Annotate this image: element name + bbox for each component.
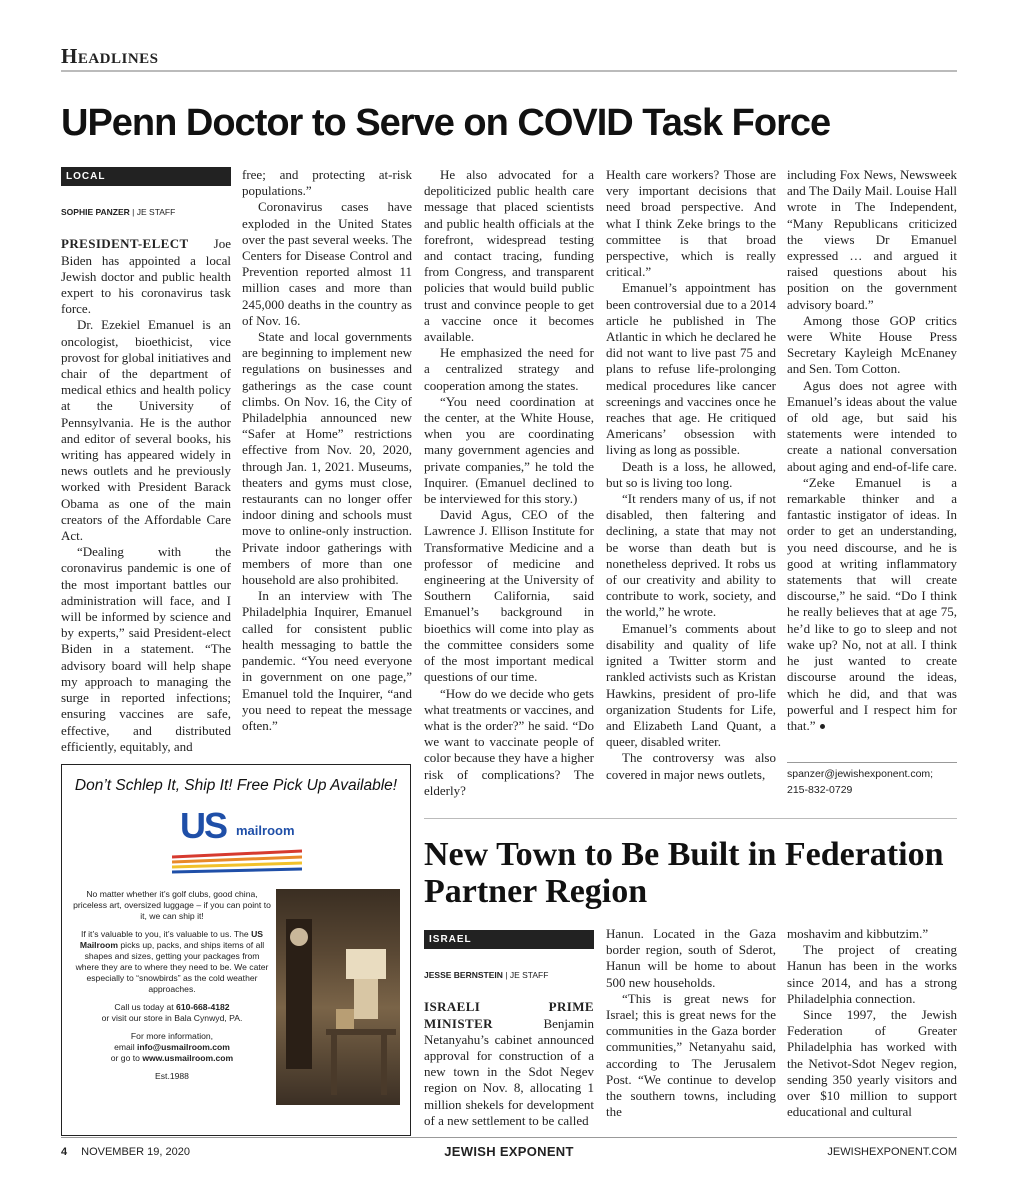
article-headline-2: New Town to Be Built in Federation Partner Region bbox=[424, 836, 944, 910]
section-header: Headlines bbox=[61, 44, 159, 68]
paragraph: “You need coordination at the center, at the White House, when you are coordinating many government agencies and private companies,” he told the Inquirer. (Emanuel declined to be interviewed for this story.) bbox=[424, 393, 594, 507]
page-number: 4 bbox=[61, 1146, 68, 1158]
ad-photo bbox=[276, 889, 400, 1105]
byline-name: SOPHIE PANZER bbox=[61, 207, 130, 218]
article2-column-2 bbox=[606, 926, 776, 1120]
article2-column-1 bbox=[424, 930, 594, 1129]
paragraph: Death is a loss, he allowed, but so is living too long. bbox=[606, 458, 776, 490]
publication-website[interactable]: JEWISHEXPONENT.COM bbox=[827, 1146, 957, 1158]
paragraph: Since 1997, the Jewish Federation of Greater Philadelphia has worked with the Netivot-Sdot Negev region, sending 350 yearly visitors and over $10 million to support educational and cultural bbox=[787, 1007, 957, 1120]
logo-swoosh-icon bbox=[172, 849, 302, 875]
article-headline: UPenn Doctor to Serve on COVID Task Force bbox=[61, 102, 831, 144]
ad-info: For more information, email info@usmailroom.com or go to www.usmailroom.com bbox=[110, 1031, 234, 1063]
article-divider bbox=[424, 818, 957, 819]
logo-mailroom: mailroom bbox=[236, 823, 295, 838]
byline bbox=[424, 967, 594, 983]
article-column-5 bbox=[787, 167, 957, 734]
contact-phone: 215-832-0729 bbox=[787, 784, 853, 796]
top-divider bbox=[61, 70, 957, 72]
paragraph: Emanuel’s comments about disability and quality of life ignited a Twitter storm and rankled activists such as Kristan Hawkins, president of pro-life organization Students for Life, and Elizabeth Land Quant, a queer, disabled writer. bbox=[606, 620, 776, 750]
paragraph: David Agus, CEO of the Lawrence J. Ellison Institute for Transformative Medicine and a professor of medicine and engineering at the University of Southern California, said Emanuel’s background in bioethics will come into play as the committee considers some of the most important medical questions of our time. bbox=[424, 507, 594, 685]
clock-interior-image bbox=[276, 889, 400, 1105]
paragraph: including Fox News, Newsweek and The Daily Mail. Louise Hall wrote in The Independent, “Many Republicans criticized the views Dr Emanuel expressed … and argued it raised questions about his position on the government advisory board.” bbox=[787, 167, 957, 312]
paragraph: The project of creating Hanun has been in the works since 2014, and has a strong Philadelphia connection. bbox=[787, 942, 957, 1006]
advertisement[interactable] bbox=[61, 764, 411, 1136]
byline-name: JESSE BERNSTEIN bbox=[424, 970, 503, 981]
usmailroom-logo bbox=[172, 805, 362, 855]
paragraph: PRESIDENT-ELECT Joe Biden has appointed a local Jewish doctor and public health expert to his coronavirus task force. bbox=[61, 236, 231, 317]
paragraph: “Dealing with the coronavirus pandemic is one of the most important battles our administration will face, and I will be informed by science and by experts,” said President-elect Biden in a statement. “The advisory board will help shape my approach to managing the surge in reported infections; ensuring vaccines are safe, effective, and distributed efficiently, equitably, and bbox=[61, 544, 231, 754]
article-column-1 bbox=[61, 167, 231, 755]
paragraph: Dr. Ezekiel Emanuel is an oncologist, bioethicist, vice provost for global initiatives and chair of the department of medical ethics and health policy at the University of Pennsylvania. He is the author and editor of several books, his writing has appeared widely in news outlets and he previously worked with President Barack Obama as one of the main creators of the Affordable Care Act. bbox=[61, 317, 231, 544]
ad-established: Est.1988 bbox=[155, 1071, 189, 1081]
ad-phone[interactable]: 610-668-4182 bbox=[176, 1002, 230, 1012]
paragraph: free; and protecting at-risk populations.” bbox=[242, 167, 412, 199]
ad-email[interactable]: info@usmailroom.com bbox=[137, 1042, 230, 1052]
paragraph: “How do we decide who gets what treatments or vaccines, and what is the order?” he said. “Do we want to vaccinate people of color because they have a higher risk of complications? The elderly? bbox=[424, 685, 595, 798]
ad-body bbox=[72, 889, 272, 1089]
article-column-4 bbox=[606, 167, 776, 783]
paragraph: In an interview with The Philadelphia Inquirer, Emanuel called for consistent public health messaging to battle the pandemic. “You need everyone in government on one page,” Emanuel told the Inquirer, “and you need to repeat the message often.” bbox=[242, 588, 412, 733]
paragraph: Coronavirus cases have exploded in the United States over the past several weeks. The Centers for Disease Control and Prevention reported almost 11 million cases and more than 245,000 deaths in the country as of Nov. 16. bbox=[242, 199, 412, 328]
byline bbox=[61, 204, 231, 220]
paragraph: He emphasized the need for a centralized strategy and cooperation among the states. bbox=[424, 345, 594, 393]
paragraph: Agus does not agree with Emanuel’s ideas about the value of old age, but said his statements were intended to create a national conversation about aging and end-of-life care. bbox=[787, 377, 958, 474]
section-tag: ISRAEL bbox=[424, 930, 594, 949]
footer-divider bbox=[61, 1137, 957, 1138]
byline-role: | JE STAFF bbox=[505, 970, 549, 981]
paragraph: Emanuel’s appointment has been controversial due to a 2014 article he published in The Atlantic in which he declared he did not want to live past 75 and plans to refuse life-prolonging medical procedures like cancer screenings and vaccines once he reaches that age. He critiqued Americans’ obsession with living as long as possible. bbox=[606, 280, 776, 458]
logo-us: US bbox=[180, 805, 227, 846]
paragraph: moshavim and kibbutzim.” bbox=[787, 926, 929, 941]
paragraph: The controversy was also covered in major news outlets, bbox=[606, 750, 776, 782]
issue-date: NOVEMBER 19, 2020 bbox=[81, 1146, 190, 1158]
paragraph: “This is great news for Israel; this is great news for the communities in the Gaza border communities,” Netanyahu said, according to The Jerusalem Post. “We continue to develop the southern towns, including the bbox=[606, 990, 776, 1120]
paragraph: Among those GOP critics were White House Press Secretary Kayleigh McEnaney and Sen. Tom Cotton. bbox=[787, 312, 957, 377]
ad-paragraph: If it’s valuable to you, it’s valuable to us. The US Mailroom picks up, packs, and ships items of all shapes and sizes, getting your packages from where they are to where they need to be. We cater especially to “snowbirds” as the cold weather approaches. bbox=[75, 929, 269, 994]
article-column-3 bbox=[424, 167, 594, 799]
paragraph: He also advocated for a depoliticized public health care message that placed scientists and public health officials at the forefront, widespread testing and contact tracing, funding from Congress, and transparent policies that would build public trust and convince people to get a vaccine once it becomes available. bbox=[424, 167, 594, 345]
contact-divider bbox=[787, 762, 957, 763]
section-tag: LOCAL bbox=[61, 167, 231, 186]
ad-paragraph: No matter whether it’s golf clubs, good china, priceless art, oversized luggage – if you can point to it, we can ship it! bbox=[73, 889, 271, 921]
paragraph: State and local governments are beginning to implement new regulations on businesses and gatherings as the case count climbs. On Nov. 16, the City of Philadelphia announced new “Safer at Home” restrictions effective from Nov. 20, 2020, through Jan. 1, 2021. Museums, theaters and gyms must close, restaurants can no longer offer indoor dining and schools must move to online-only instruction. Private indoor gatherings with members of more than one household are also prohibited. bbox=[242, 329, 412, 588]
paragraph: Health care workers? Those are very important decisions that need broad perspective. And what I think Zeke brings to the committee is that broad perspective, which is really critical.” bbox=[606, 167, 776, 280]
ad-website[interactable]: www.usmailroom.com bbox=[142, 1053, 234, 1063]
ad-title: Don’t Schlep It, Ship It! Free Pick Up Available! bbox=[74, 777, 398, 794]
paragraph: “It renders many of us, if not disabled, then faltering and declining, a state that may not be worse than death but is nonetheless deprived. It robs us of our creativity and ability to contribute to work, society, and the world,” he wrote. bbox=[606, 491, 776, 620]
byline-role: | JE STAFF bbox=[132, 207, 176, 218]
paragraph: ISRAELI PRIME MINISTER Benjamin Netanyahu’s cabinet announced approval for construction of a new town in the Sdot Negev region on Nov. 8, allocating 1 million shekels for development of a new settlement to be called bbox=[424, 999, 594, 1128]
publication-name: JEWISH EXPONENT bbox=[444, 1144, 574, 1159]
lead-in: PRESIDENT-ELECT bbox=[61, 236, 189, 252]
contact-email[interactable]: spanzer@jewishexponent.com; bbox=[787, 768, 934, 780]
contact-info bbox=[787, 766, 957, 798]
lead-in: ISRAELI PRIME MINISTER bbox=[424, 999, 594, 1031]
article-column-2 bbox=[242, 167, 412, 734]
paragraph: “Zeke Emanuel is a remarkable thinker and a fantastic instigator of ideas. In order to get an understanding, you need discourse, and he is good at writing inflammatory statements that will create discourse,” he said. “Do I think he really believes that at age 75, he’d like to go to sleep and not wake up? No, not at all. I think he just wanted to create discourse around the ideas, which he did, and that was powerful and I respect him for that.” bbox=[787, 474, 957, 733]
end-mark bbox=[820, 724, 825, 729]
article2-column-3 bbox=[787, 926, 957, 1120]
paragraph: Hanun. Located in the Gaza border region, south of Sderot, Hanun will be home to about 500 new households. bbox=[606, 926, 776, 990]
ad-call: Call us today at 610-668-4182 or visit our store in Bala Cynwyd, PA. bbox=[101, 1002, 243, 1023]
